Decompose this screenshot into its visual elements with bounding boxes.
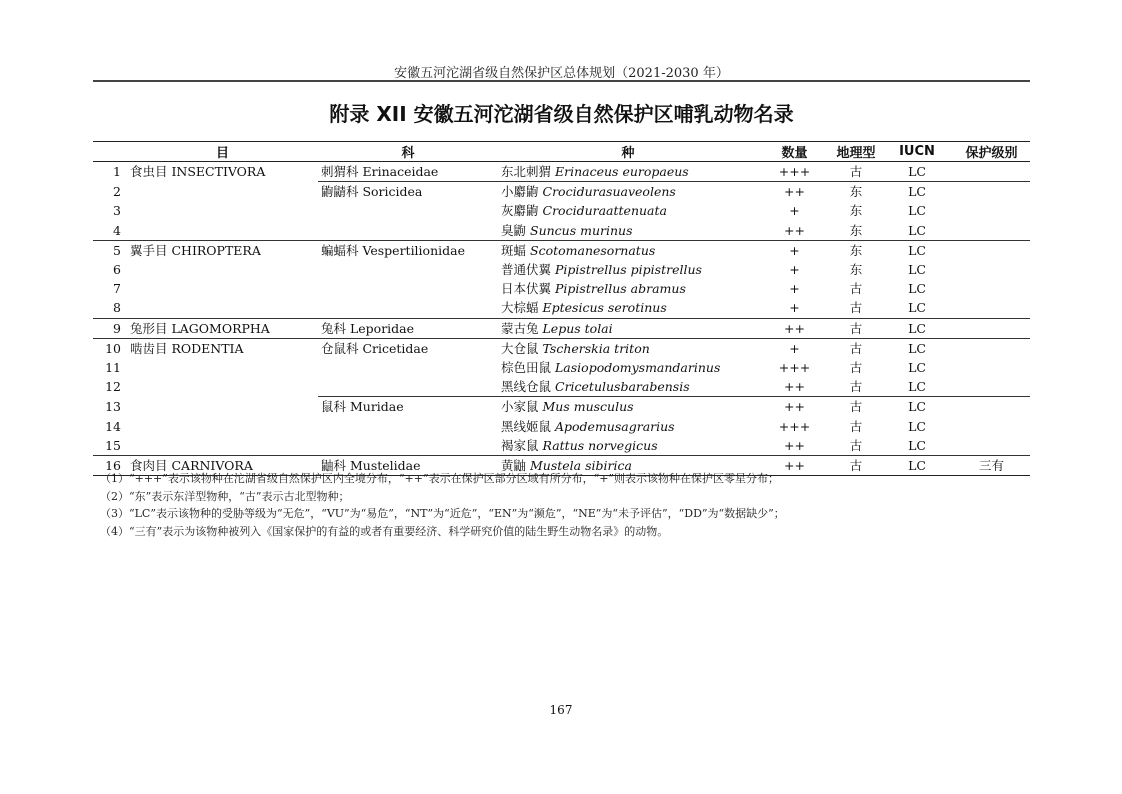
species-chinese-name: 普通伏翼 [501, 262, 552, 278]
table-header-row [93, 142, 1030, 162]
iucn-cell: LC [881, 397, 953, 417]
table-row [93, 298, 1030, 318]
species-chinese-name: 小麝鼩 [501, 184, 539, 200]
row-number: 15 [105, 437, 121, 453]
family-cell [318, 358, 498, 377]
species-chinese-name: 大棕蝠 [501, 300, 539, 316]
page-number: 167 [549, 703, 573, 717]
species-chinese-name: 黑线姬鼠 [501, 418, 552, 434]
family-cell [318, 260, 498, 279]
quantity-cell: + [789, 300, 800, 316]
col-quantity-header: 数量 [758, 142, 831, 162]
iucn-cell: LC [908, 281, 926, 297]
species-chinese-name: 棕色田鼠 [501, 359, 552, 375]
footnote: （3）“LC”表示该物种的受胁等级为“无危”，“VU”为“易危”，“NT”为“近危”，“EN”为“濒危”，“NE”为“未予评估”，“DD”为“数据缺少”； [100, 507, 785, 520]
species-chinese-name: 黑线仓鼠 [501, 379, 552, 395]
geo-type-cell: 东 [849, 222, 863, 238]
family-cell [318, 436, 498, 456]
table-row [93, 318, 1030, 338]
footnote: （4）“三有”表示为该物种被列入《国家保护的有益的或者有重要经济、科学研究价值的陆生野生动物名录》的动物。 [100, 524, 669, 538]
quantity-cell: ++ [758, 455, 831, 475]
protection-level-cell: 三有 [953, 455, 1030, 475]
row-number: 5 [93, 240, 127, 260]
order-cell: 翼手目 CHIROPTERA [127, 240, 318, 260]
table-body [93, 162, 1030, 476]
family-cell [318, 298, 498, 318]
footnote: （1）“+++”表示该物种在沱湖省级自然保护区内全境分布，“++”表示在保护区部分区域有所分布，“+”则表示该物种在保护区零星分布； [100, 472, 780, 485]
species-cell [498, 338, 758, 358]
protection-level-cell [953, 260, 1030, 279]
table-row [93, 221, 1030, 241]
family-cell: 鼬科 Mustelidae [318, 455, 498, 475]
order-cell: 啮齿目 RODENTIA [127, 338, 318, 358]
row-number: 6 [113, 262, 121, 278]
geo-type-cell: 古 [849, 164, 863, 180]
quantity-cell: ++ [784, 222, 805, 238]
col-level-header: 保护级别 [953, 142, 1030, 162]
iucn-cell: LC [881, 240, 953, 260]
geo-type-cell: 古 [849, 281, 863, 297]
table-row [93, 397, 1030, 417]
header-divider [93, 80, 1030, 82]
geo-type-cell: 东 [849, 262, 863, 278]
table-row [93, 358, 1030, 377]
footnote: （2）“东”表示东洋型物种，“古”表示古北型物种； [100, 489, 350, 503]
geo-type-cell: 古 [831, 338, 881, 358]
quantity-cell: +++ [778, 418, 811, 434]
species-chinese-name: 大仓鼠 [501, 340, 539, 356]
order-cell [127, 279, 318, 298]
geo-type-cell: 东 [831, 182, 881, 202]
family-cell [318, 377, 498, 397]
species-latin-name: Suncus murinus [530, 222, 633, 238]
row-number: 4 [113, 222, 121, 238]
col-order-header: 目 [127, 142, 318, 162]
species-latin-name: Cricetulusbarabensis [555, 379, 690, 395]
geo-type-cell: 古 [849, 359, 863, 375]
order-cell [127, 221, 318, 241]
species-latin-name: Lasiopodomysmandarinus [555, 359, 721, 375]
species-chinese-name: 蒙古兔 [501, 320, 539, 336]
geo-type-cell: 古 [849, 300, 863, 316]
table-row [93, 377, 1030, 397]
species-latin-name: Lepus tolai [542, 320, 613, 336]
iucn-cell: LC [908, 437, 926, 453]
geo-type-cell: 古 [849, 379, 863, 395]
family-cell [318, 416, 498, 435]
col-family-header: 科 [318, 142, 498, 162]
family-cell [318, 221, 498, 241]
species-latin-name: Pipistrellus abramus [555, 281, 686, 297]
quantity-cell: + [758, 338, 831, 358]
protection-level-cell [953, 377, 1030, 397]
species-cell [498, 162, 758, 182]
protection-level-cell [953, 338, 1030, 358]
footnotes [100, 470, 785, 540]
page-title: 附录 XII 安徽五河沱湖省级自然保护区哺乳动物名录 [329, 102, 794, 126]
order-cell [127, 201, 318, 220]
row-number: 9 [93, 318, 127, 338]
row-number: 2 [113, 184, 121, 200]
order-cell [127, 298, 318, 318]
iucn-cell: LC [908, 300, 926, 316]
table-row [93, 436, 1030, 456]
species-latin-name: Mus musculus [542, 399, 634, 415]
species-chinese-name: 日本伏翼 [501, 281, 552, 297]
species-latin-name: Crociduras​uaveolens [542, 184, 676, 200]
family-cell [318, 279, 498, 298]
protection-level-cell [953, 358, 1030, 377]
order-cell [127, 260, 318, 279]
iucn-cell: LC [881, 455, 953, 475]
quantity-cell: + [789, 262, 800, 278]
species-latin-name: Scotomanesornatus [530, 242, 656, 258]
quantity-cell: + [758, 240, 831, 260]
species-cell [498, 221, 758, 241]
table-row [93, 260, 1030, 279]
geo-type-cell: 古 [831, 455, 881, 475]
protection-level-cell [953, 221, 1030, 241]
order-cell [127, 182, 318, 202]
quantity-cell: + [789, 203, 800, 219]
species-cell [498, 260, 758, 279]
species-latin-name: Eptesicus serotinus [542, 300, 667, 316]
protection-level-cell [953, 298, 1030, 318]
geo-type-cell: 古 [849, 437, 863, 453]
geo-type-cell: 东 [831, 240, 881, 260]
order-cell [127, 377, 318, 397]
species-chinese-name: 褐家鼠 [501, 437, 539, 453]
table-row [93, 338, 1030, 358]
table-row [93, 416, 1030, 435]
order-cell [127, 397, 318, 417]
col-geo-header: 地理型 [831, 142, 881, 162]
species-cell [498, 436, 758, 456]
col-species-header: 种 [498, 142, 758, 162]
table-row [93, 182, 1030, 202]
iucn-cell: LC [881, 182, 953, 202]
geo-type-cell: 古 [849, 418, 863, 434]
order-cell [127, 436, 318, 456]
row-number: 11 [105, 359, 121, 375]
quantity-cell: ++ [784, 379, 805, 395]
iucn-cell: LC [908, 222, 926, 238]
protection-level-cell [953, 318, 1030, 338]
mammal-list-table [93, 141, 1030, 476]
order-cell [127, 416, 318, 435]
species-latin-name: Pipistrellus pipistrellus [555, 262, 702, 278]
geo-type-cell: 东 [849, 203, 863, 219]
row-number: 13 [105, 399, 121, 415]
iucn-cell: LC [908, 359, 926, 375]
species-chinese-name: 黄鼬 [501, 457, 527, 473]
family-cell: 鼠科 Muridae [318, 397, 498, 417]
species-cell [498, 416, 758, 435]
protection-level-cell [953, 397, 1030, 417]
order-cell: 食虫目 INSECTIVORA [130, 164, 266, 180]
species-cell [498, 377, 758, 397]
running-header: 安徽五河沱湖省级自然保护区总体规划（2021-2030 年） [394, 66, 729, 81]
family-cell: 仓鼠科 Cricetidae [318, 338, 498, 358]
species-latin-name: Rattus norvegicus [542, 437, 658, 453]
species-chinese-name: 斑蝠 [501, 242, 527, 258]
table-row [93, 201, 1030, 220]
row-number: 1 [113, 164, 121, 180]
table-row [93, 162, 1030, 182]
species-latin-name: Mustela sibirica [530, 457, 632, 473]
table-row [93, 279, 1030, 298]
protection-level-cell [953, 162, 1030, 182]
species-latin-name: Erinaceus europaeus [555, 164, 689, 180]
species-chinese-name: 臭鼩 [501, 222, 527, 238]
protection-level-cell [953, 279, 1030, 298]
quantity-cell: ++ [784, 437, 805, 453]
species-cell [498, 201, 758, 220]
table-row [93, 240, 1030, 260]
family-cell: 兔科 Leporidae [318, 318, 498, 338]
species-chinese-name: 小家鼠 [501, 399, 539, 415]
quantity-cell: ++ [758, 318, 831, 338]
iucn-cell: LC [881, 318, 953, 338]
quantity-cell: ++ [758, 397, 831, 417]
quantity-cell: ++ [758, 182, 831, 202]
geo-type-cell: 古 [831, 397, 881, 417]
species-latin-name: Tscherskia triton [542, 340, 650, 356]
quantity-cell: +++ [778, 359, 811, 375]
species-latin-name: Crociduraattenuata [542, 203, 667, 219]
species-cell [498, 318, 758, 338]
iucn-cell: LC [908, 262, 926, 278]
row-number: 7 [113, 281, 121, 297]
order-cell: 食肉目 CARNIVORA [127, 455, 318, 475]
protection-level-cell [953, 416, 1030, 435]
row-number: 14 [105, 418, 121, 434]
row-number: 8 [113, 300, 121, 316]
species-chinese-name: 东北刺猬 [501, 164, 552, 180]
iucn-cell: LC [881, 338, 953, 358]
family-cell: 刺猬科 Erinaceidae [321, 164, 439, 180]
row-number: 3 [113, 203, 121, 219]
species-cell [498, 397, 758, 417]
species-latin-name: Apodemusagrarius [555, 418, 675, 434]
species-cell [498, 240, 758, 260]
iucn-cell: LC [908, 203, 926, 219]
order-cell: 兔形目 LAGOMORPHA [127, 318, 318, 338]
row-number: 16 [93, 455, 127, 475]
family-cell [318, 201, 498, 220]
species-cell [498, 182, 758, 202]
quantity-cell: +++ [778, 164, 811, 180]
iucn-cell: LC [908, 418, 926, 434]
row-number: 10 [93, 338, 127, 358]
quantity-cell: + [789, 281, 800, 297]
species-cell [498, 298, 758, 318]
protection-level-cell [953, 182, 1030, 202]
species-cell [498, 279, 758, 298]
geo-type-cell: 古 [831, 318, 881, 338]
protection-level-cell [953, 201, 1030, 220]
col-no-header [93, 142, 127, 162]
order-cell [127, 358, 318, 377]
protection-level-cell [953, 240, 1030, 260]
family-cell: 蝙蝠科 Vespertilionidae [318, 240, 498, 260]
row-number: 12 [105, 379, 121, 395]
iucn-cell: LC [908, 379, 926, 395]
col-iucn-header: IUCN [881, 142, 953, 162]
iucn-cell: LC [908, 164, 926, 180]
family-cell: 鼩鼱科 Soricidea [318, 182, 498, 202]
species-chinese-name: 灰麝鼩 [501, 203, 539, 219]
protection-level-cell [953, 436, 1030, 456]
species-cell [498, 358, 758, 377]
